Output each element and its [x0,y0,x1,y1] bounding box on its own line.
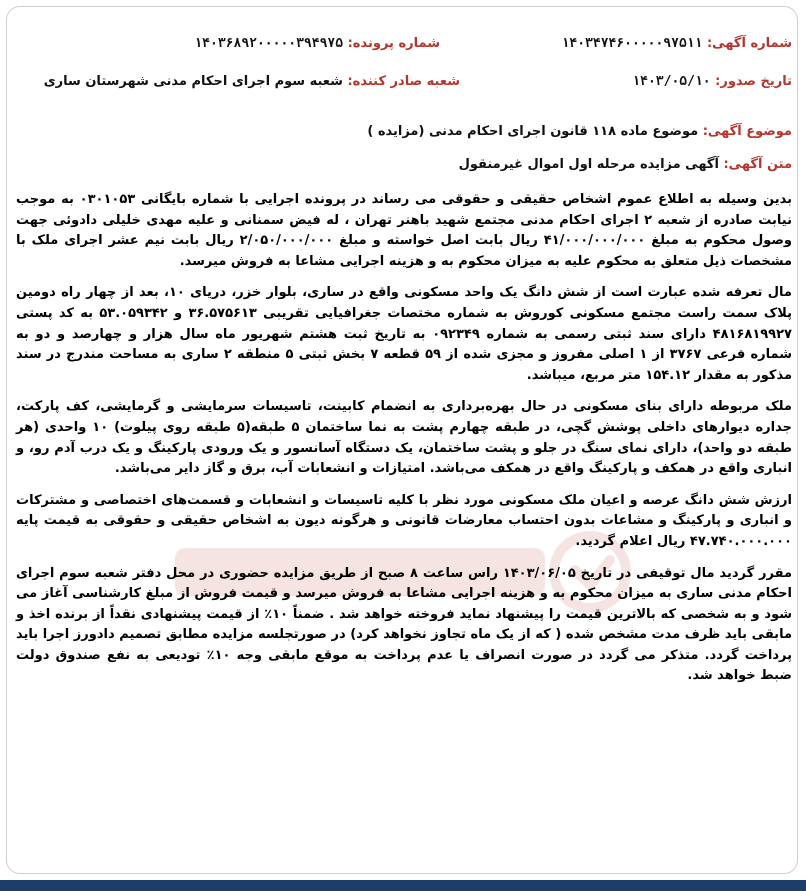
paragraph-building-details: ملک مربوطه دارای بنای مسکونی در حال بهره‌برداری به انضمام کابینت، تاسیسات سرمایشی و گرمایشی، کف پارکت، جداره دیوارهای داخلی پوشش گچی، در طبقه چهارم پشت به نما ساختمان ۵ طبقه(۵ طبقه روی پیلوت) ۱۰ واحدی (هر طبقه دو واحد)، دارای نمای سنگ در جلو و پشت ساختمان، یک دستگاه آسانسور و یک ورودی پارکینگ و یک درب آدم رو، و انباری واقع در همکف و پارکینگ واقع در همکف می‌باشد. امتیازات و انشعابات آب، برق و گاز دایر می‌باشد. [16,399,792,477]
file-number-value: ۱۴۰۳۶۸۹۲۰۰۰۰۰۳۹۴۹۷۵ [194,36,344,51]
paragraph-property-description: مال تعرفه شده عبارت است از شش دانگ یک واحد مسکونی واقع در ساری، بلوار خزر، دریای ۱۰، بعد از چهار راه دومین پلاک سمت راست مجتمع مسکونی کوروش به شماره مختصات جغرافیایی تقریبی ۳۶.۵۷۵۶۱۳ و ۵۳.۰۵۹۳۴۲ به کد پستی ۴۸۱۶۸۱۹۹۲۷ دارای سند ثبتی رسمی به شماره ۰۹۲۳۴۹ به تاریخ ثبت هشتم شهریور ماه سال هزار و چهارصد و دو به شماره فرعی ۳۷۶۷ از ۱ اصلی مفروز و مجزی شده از ۵۹ قطعه ۷ بخش ثبتی ۵ منطقه ۲ ساری به مساحت مندرج در سند مذکور به مقدار ۱۵۴.۱۲ متر مربع، میباشد. [16,285,793,383]
issue-date-row [632,74,792,89]
issue-date-label: تاریخ صدور: [715,74,792,89]
ad-number-value: ۱۴۰۳۴۷۴۶۰۰۰۰۰۹۷۵۱۱ [561,36,703,51]
subject-value: موضوع ماده ۱۱۸ قانون اجرای احکام مدنی (مزایده ) [367,124,699,139]
bottom-bar [0,880,806,891]
notice-body [16,190,792,698]
issuer-label: شعبه صادر کننده: [347,74,460,89]
paragraph-enforcement: بدین وسیله به اطلاع عموم اشخاص حقیقی و حقوقی می رساند در پرونده اجرایی با شماره بایگانی ۰۳۰۱۰۵۳ به موجب نیابت صادره از شعبه ۲ اجرای احکام مدنی مجتمع شهید باهنر تهران ، له فیض سمنانی و علیه مهدی خلیلی دادوئی جهت وصول محکوم به مبلغ ۴۱/۰۰۰/۰۰۰/۰۰۰ ریال بابت اصل خواسته و مبلغ ۲/۰۵۰/۰۰۰/۰۰۰ ریال بابت نیم عشر اجرای ملک با مشخصات ذیل متعلق به محکوم علیه به میزان محکوم به و هزینه اجرایی مشاعا به فروش میرسد. [16,192,793,269]
notice-title-row [459,157,792,172]
subject-row [367,124,792,139]
issue-date-value: ۱۴۰۳/۰۵/۱۰ [632,74,711,89]
file-number-label: شماره پرونده: [347,36,440,51]
notice-text-label: متن آگهی: [723,157,792,172]
issuer-value: شعبه سوم اجرای احکام مدنی شهرستان ساری [43,74,343,89]
paragraph-valuation: ارزش شش دانگ عرصه و اعیان ملک مسکونی مورد نظر با کلیه تاسیسات و انشعابات و قسمت‌های اختصاصی و مشترکات و انباری و پارکینگ و مشاعات بدون احتساب معارضات قانونی و هرگونه دیون به اشخاص حقیقی و حقوقی به قیمت پایه ۴۷.۷۴۰.۰۰۰.۰۰۰ ریال اعلام گردید. [16,492,792,549]
ad-number-row [562,36,792,51]
paragraph-auction-terms: مقرر گردید مال توقیفی در تاریخ ۱۴۰۳/۰۶/۰۵ راس ساعت ۸ صبح از طریق مزایده حضوری در محل دفتر شعبه سوم اجرای احکام مدنی ساری به میزان محکوم به و هزینه اجرایی مشاعا به فروش میرسد و قیمت فروش از مبلغ کارشناسی آغاز می شود و به شخصی که بالاترین قیمت را پیشنهاد نماید فروخته خواهد شد . ضمناً ۱۰٪ از قیمت پیشنهادی نقداً از برنده اخذ و مابقی باید ظرف مدت مشخص شده ( که از یک ماه تجاوز نخواهد کرد) در صورتجلسه مزایده مطابق تصمیم دادورز اجرا باید پرداخت گردد. متذکر می گردد در صورت انصراف یا عدم پرداخت به موقع مابقی وجه ۱۰٪ تودیعی به نفع صندوق دولت ضبط خواهد شد. [16,565,793,684]
issuer-row [44,74,460,89]
ad-number-label: شماره آگهی: [706,36,792,51]
notice-title: آگهی مزایده مرحله اول اموال غیرمنقول [458,157,719,172]
subject-label: موضوع آگهی: [702,124,792,139]
file-number-row [194,36,440,51]
